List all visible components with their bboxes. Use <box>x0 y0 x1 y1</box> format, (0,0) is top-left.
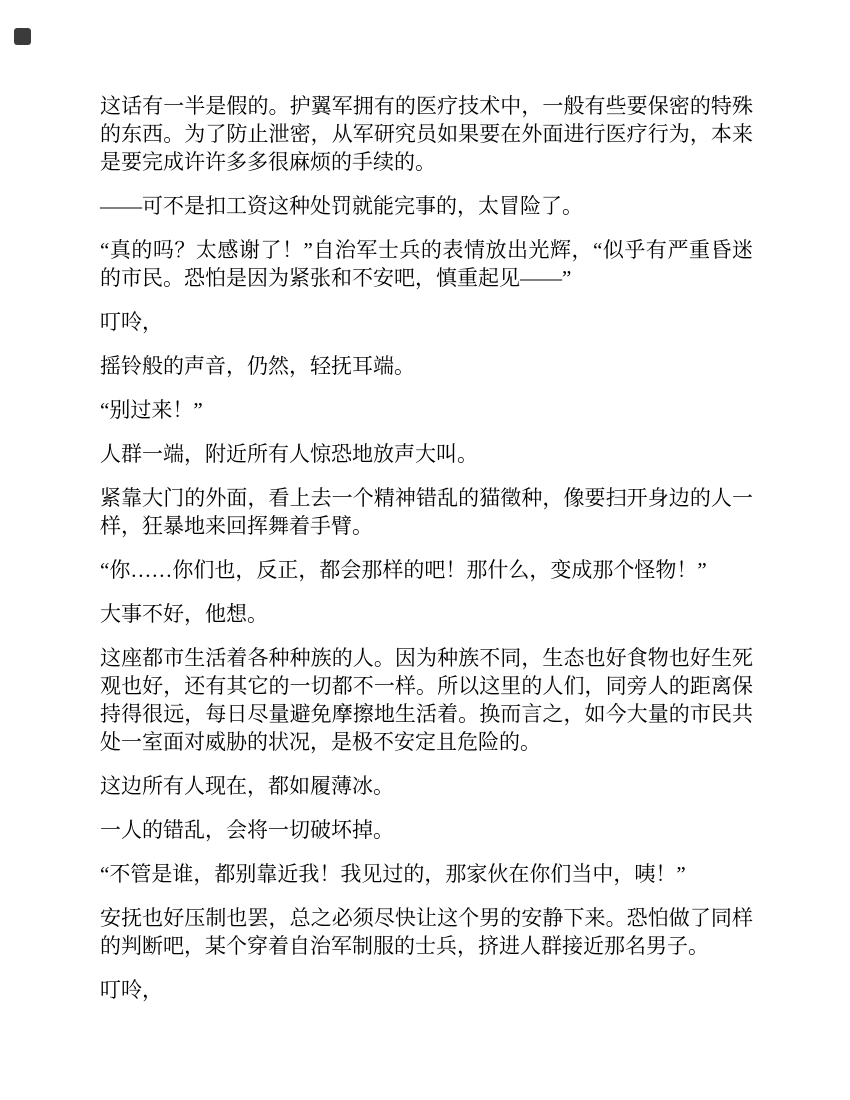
paragraph: 紧靠大门的外面，看上去一个精神错乱的猫徵种，像要扫开身边的人一样，狂暴地来回挥舞着手臂。 <box>100 486 753 538</box>
paragraph: 这话有一半是假的。护翼军拥有的医疗技术中，一般有些要保密的特殊的东西。为了防止泄密，从军研究员如果要在外面进行医疗行为，本来是要完成许许多多很麻烦的手续的。 <box>100 94 753 174</box>
paragraph: 一人的错乱，会将一切破坏掉。 <box>100 818 394 842</box>
paragraph: ——可不是扣工资这种处罚就能完事的，太冒险了。 <box>100 194 583 218</box>
text-content <box>100 92 753 1004</box>
page-marker-square <box>14 28 31 45</box>
paragraph: 这座都市生活着各种种族的人。因为种族不同，生态也好食物也好生死观也好，还有其它的一切都不一样。所以这里的人们，同旁人的距离保持得很远，每日尽量避免摩擦地生活着。换而言之，如今大量的市民共处一室面对威胁的状况，是极不安定且危险的。 <box>100 646 753 754</box>
paragraph: 人群一端，附近所有人惊恐地放声大叫。 <box>100 442 478 466</box>
paragraph: 摇铃般的声音，仍然，轻抚耳端。 <box>100 354 415 378</box>
paragraph: “不管是谁，都别靠近我！我见过的，那家伙在你们当中，咦！” <box>100 862 686 886</box>
paragraph: “真的吗？太感谢了！”自治军士兵的表情放出光辉，“似乎有严重昏迷的市民。恐怕是因为紧张和不安吧，慎重起见——” <box>100 238 753 290</box>
paragraph: 这边所有人现在，都如履薄冰。 <box>100 774 394 798</box>
paragraph: “别过来！” <box>100 398 203 422</box>
paragraph: 安抚也好压制也罢，总之必须尽快让这个男的安静下来。恐怕做了同样的判断吧，某个穿着自治军制服的士兵，挤进人群接近那名男子。 <box>100 906 753 958</box>
paragraph: 叮呤， <box>100 978 163 1002</box>
paragraph: 大事不好，他想。 <box>100 602 268 626</box>
paragraph: “你……你们也，反正，都会那样的吧！那什么，变成那个怪物！” <box>100 558 707 582</box>
paragraph: 叮呤， <box>100 310 163 334</box>
